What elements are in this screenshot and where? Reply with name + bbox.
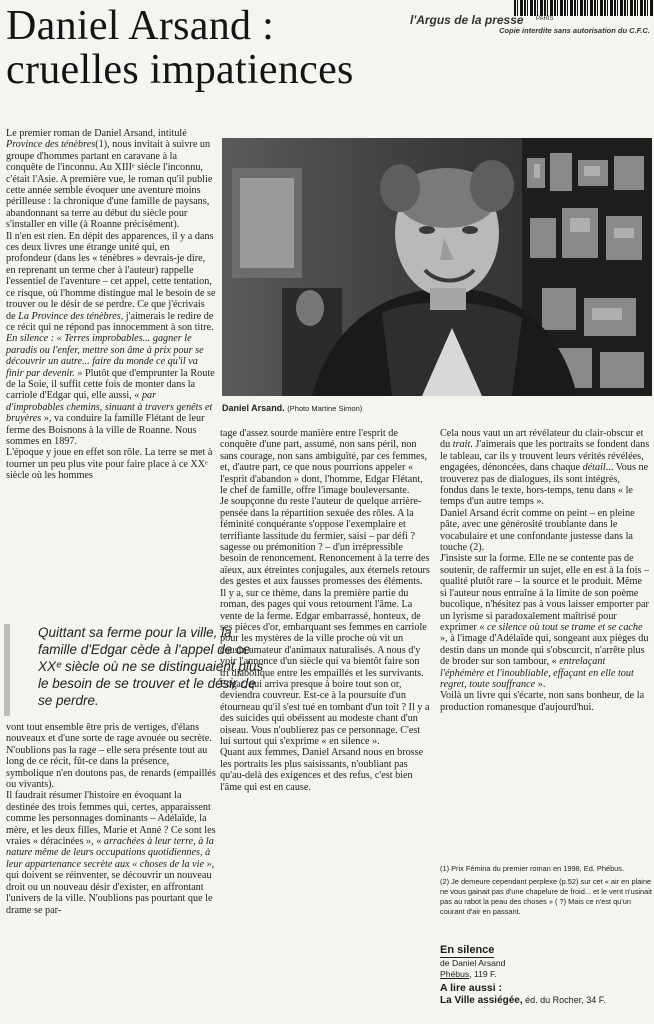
column-1-top (6, 128, 216, 482)
headline (6, 4, 426, 92)
paragraph: Quant aux femmes, Daniel Arsand nous en brosse les portraits les plus saisissants, n'oubliant pas qu'au-delà des exigences et des refus, c'est bien l'âme qui est en cause. (220, 747, 424, 793)
book-title: En silence (440, 944, 495, 956)
column-2 (220, 428, 430, 793)
column-1-bottom (6, 722, 216, 916)
barcode-icon (514, 0, 654, 16)
book-publisher: Phébus (440, 969, 470, 979)
book-author: de Daniel Arsand (440, 958, 506, 968)
column-3 (440, 428, 650, 713)
portrait-image-icon (222, 138, 652, 396)
paragraph: J'insiste sur la forme. Elle ne se contente pas de soutenir, de raffermir un sujet, elle en est à la fois – qualité plutôt rare – la source et le produit. Même si l'auteur nous entraîne à la limite de son poème bucolique, n'hésitez pas à vous laisser emporter par un lyrisme si paradoxalement maîtrisé pour exprimer « ce silence où tout se trame et se cache », à l'image d'Adélaïde qui, songeant aux pièges du destin dans un monde qui s'obscurcit, n'arrête plus de broder sur son tambour, « entrelaçant l'éphémère et l'inoubliable, effaçant en elle tout regret, toute souffrance ». (440, 553, 650, 690)
paragraph: tage d'assez sourde manière entre l'esprit de conquête d'une part, assumé, non sans péril, non sans courage, non sans ambiguïté, par ces femmes, et, d'autre part, ce que nous pourrions appeler « l'esprit d'abandon » dont, l'homme, Edgar Flétant, le chef de famille, offre l'image bouleversante. (220, 428, 428, 497)
book-publisher-line (440, 969, 652, 980)
also-read-line (440, 994, 652, 1007)
footnotes (440, 864, 652, 920)
paragraph: Il n'en est rien. En dépit des apparences, il y a dans ces deux livres une étrange unité qui, en profondeur (dans les « ténèbres » devrais-je dire, en reprenant un terme cher à l'auteur) rappelle l'essentiel de l'aventure – cet appel, cette tentation, ce risque, où l'homme distingue mal le besoin de se trouver ou le désir de se perdre. Ce que j'écrivais de La Province des ténèbres, j'aimerais le redire de ce récit qui ne répond pas innocemment à son titre. En silence : « Terres improbables... gagner le paradis ou l'enfer, mettre son âme à prix pour se découvrir un autre... faire du monde ce qu'il va finir par devenir. » Plutôt que d'emprunter la Route de la Soie, il suffit cette fois de monter dans la carriole d'Edgar qui, elle aussi, « par d'improbables chemins, sinuant à travers genêts et bruyères », va conduire la famille Flétant de leur ferme des Boisnons à la ville de Roanne. Nous sommes en 1897. (6, 230, 216, 447)
paragraph: Cela nous vaut un art révélateur du clair-obscur et du trait. J'aimerais que les portraits se fondent dans le tableau, car ils y trouvent leurs vérités révélées, engagées, dénoncées, dans chaque détail... Vous ne trouverez pas de dialogues, ils sont intégrés, fondus dans le texte, hors-temps, tenu dans « le temps d'un autre temps ». (440, 428, 650, 508)
paragraph: Je soupçonne du reste l'auteur de quelque arrière-pensée dans la répartition sexuée des rôles. A la féminité conquérante s'oppose l'exemplaire et terrifiante lassitude du fermier, saisi – par défi ? sagesse ou prémonition ? – d'un irrépressible besoin de renoncement. Renoncement à la terre des aïeux, aux étreintes conjugales, aux éternels retours des gestes et aux fausses promesses des éléments. (220, 496, 430, 588)
paragraph: Voilà un livre qui s'écarte, non sans bonheur, de la production romanesque d'aujourd'hui. (440, 690, 645, 713)
photo-caption (222, 403, 652, 413)
paragraph: Le premier roman de Daniel Arsand, intitulé Province des ténèbres(1), nous invitait à suivre un groupe d'hommes partant en caravane à la conquête de l'inconnu. Au XIIIᵉ siècle l'inconnu, c'était l'Asie. A première vue, le roman qu'il publie cette année semble évoquer une aventure moins périlleuse : la chronique d'une famille de paysans, abandonnant sa terre au début du siècle pour s'installer en ville (à Roanne précisément). (6, 128, 213, 231)
stamp-city: PARIS (536, 16, 554, 22)
headline-line-2: cruelles impatiences (6, 47, 354, 93)
pull-quote-text: Quittant sa ferme pour la ville, la famille d'Edgar cède à l'appel de ce XXᵉ siècle où ne se distinguaient plus le besoin de se trouver et le désir de se perdre. (38, 625, 264, 708)
caption-credit: (Photo Martine Simon) (287, 404, 363, 413)
also-read-title: La Ville assiégée, (440, 995, 523, 1006)
author-photo (222, 138, 652, 396)
paragraph: L'époque y joue en effet son rôle. La terre se met à tourner un peu plus vite pour faire place à ce XXᵉ siècle où les hommes (6, 447, 213, 482)
paragraph: Daniel Arsand écrit comme on peint – en pleine pâte, avec une générosité troublante dans le vocabulaire et une confondante justesse dans la touche (2). (440, 507, 635, 554)
book-info-box (440, 940, 652, 1007)
headline-line-1: Daniel Arsand : (6, 3, 275, 49)
paragraph: vont tout ensemble être pris de vertiges, d'élans nouveaux et d'une sorte de rage avouée ou secrète. N'oublions pas la rage – elle sera présente tout au long de ce récit, fût-ce dans la présence, symbolique n'en doutons pas, de renards (empaillés ou vivants). (6, 722, 216, 791)
paragraph: Il y a, sur ce thème, dans la première partie du roman, des pages qui vous retournent l'âme. La vente de la ferme. Edgar embarrassé, honteux, de ses pièces d'or, embarquant ses femmes en carriole pour les mystères de la ville proche où vit un cousin amateur d'animaux naturalisés. A nous d'y voir l'annonce d'un siècle qui va bientôt faire son tri diabolique entre les empaillés et les survivants. Edgar, qui arriva presque à boire tout son or, deviendra couvreur. Est-ce à la poursuite d'un étourneau qu'il s'est tué en tombant d'un toit ? Il y a des suicides qui obéissent au modeste chant d'un oiseau. Vous n'oublierez pas ce personnage. C'est lui surtout qui s'exprime « en silence ». (220, 587, 430, 747)
also-read-detail: éd. du Rocher, 34 F. (522, 995, 606, 1005)
caption-name: Daniel Arsand. (222, 403, 285, 413)
paragraph: Il faudrait résumer l'histoire en évoquant la destinée des trois femmes qui, certes, apparaissent comme les personnages dominants – Adélaïde, la mère, et les deux filles, Marie et Anné ? Ce sont les vraies « déracinées », « arrachées à leur terre, à la nature même de leurs occupations quotidiennes, à leur appartenance secrète aux « choses de la vie », qui doivent se réinventer, se découvrir un nouveau droit ou un nouveau désir d'exister, en affrontant l'univers de la ville. N'oublions pas pourtant que le drame se par- (6, 790, 216, 916)
stamp-brand: l'Argus de la presse (410, 13, 524, 27)
book-price: , 119 F. (469, 969, 497, 979)
press-stamp (410, 0, 654, 46)
footnote: (1) Prix Fémina du premier roman en 1998, Ed. Phébus. (440, 864, 625, 873)
footnote: (2) Je demeure cependant perplexe (p.52) sur cet « air en plaine ne vous gainait pas d'une chapelure de froid... et le vent n'usinait pas au rabot la peau des choses » ( ?) Mais ce n'est qu'un courant d'air en passant. (440, 877, 652, 916)
also-read-label: A lire aussi : (440, 982, 503, 994)
stamp-copyright: Copie interdite sans autorisation du C.F.C. (499, 26, 650, 35)
